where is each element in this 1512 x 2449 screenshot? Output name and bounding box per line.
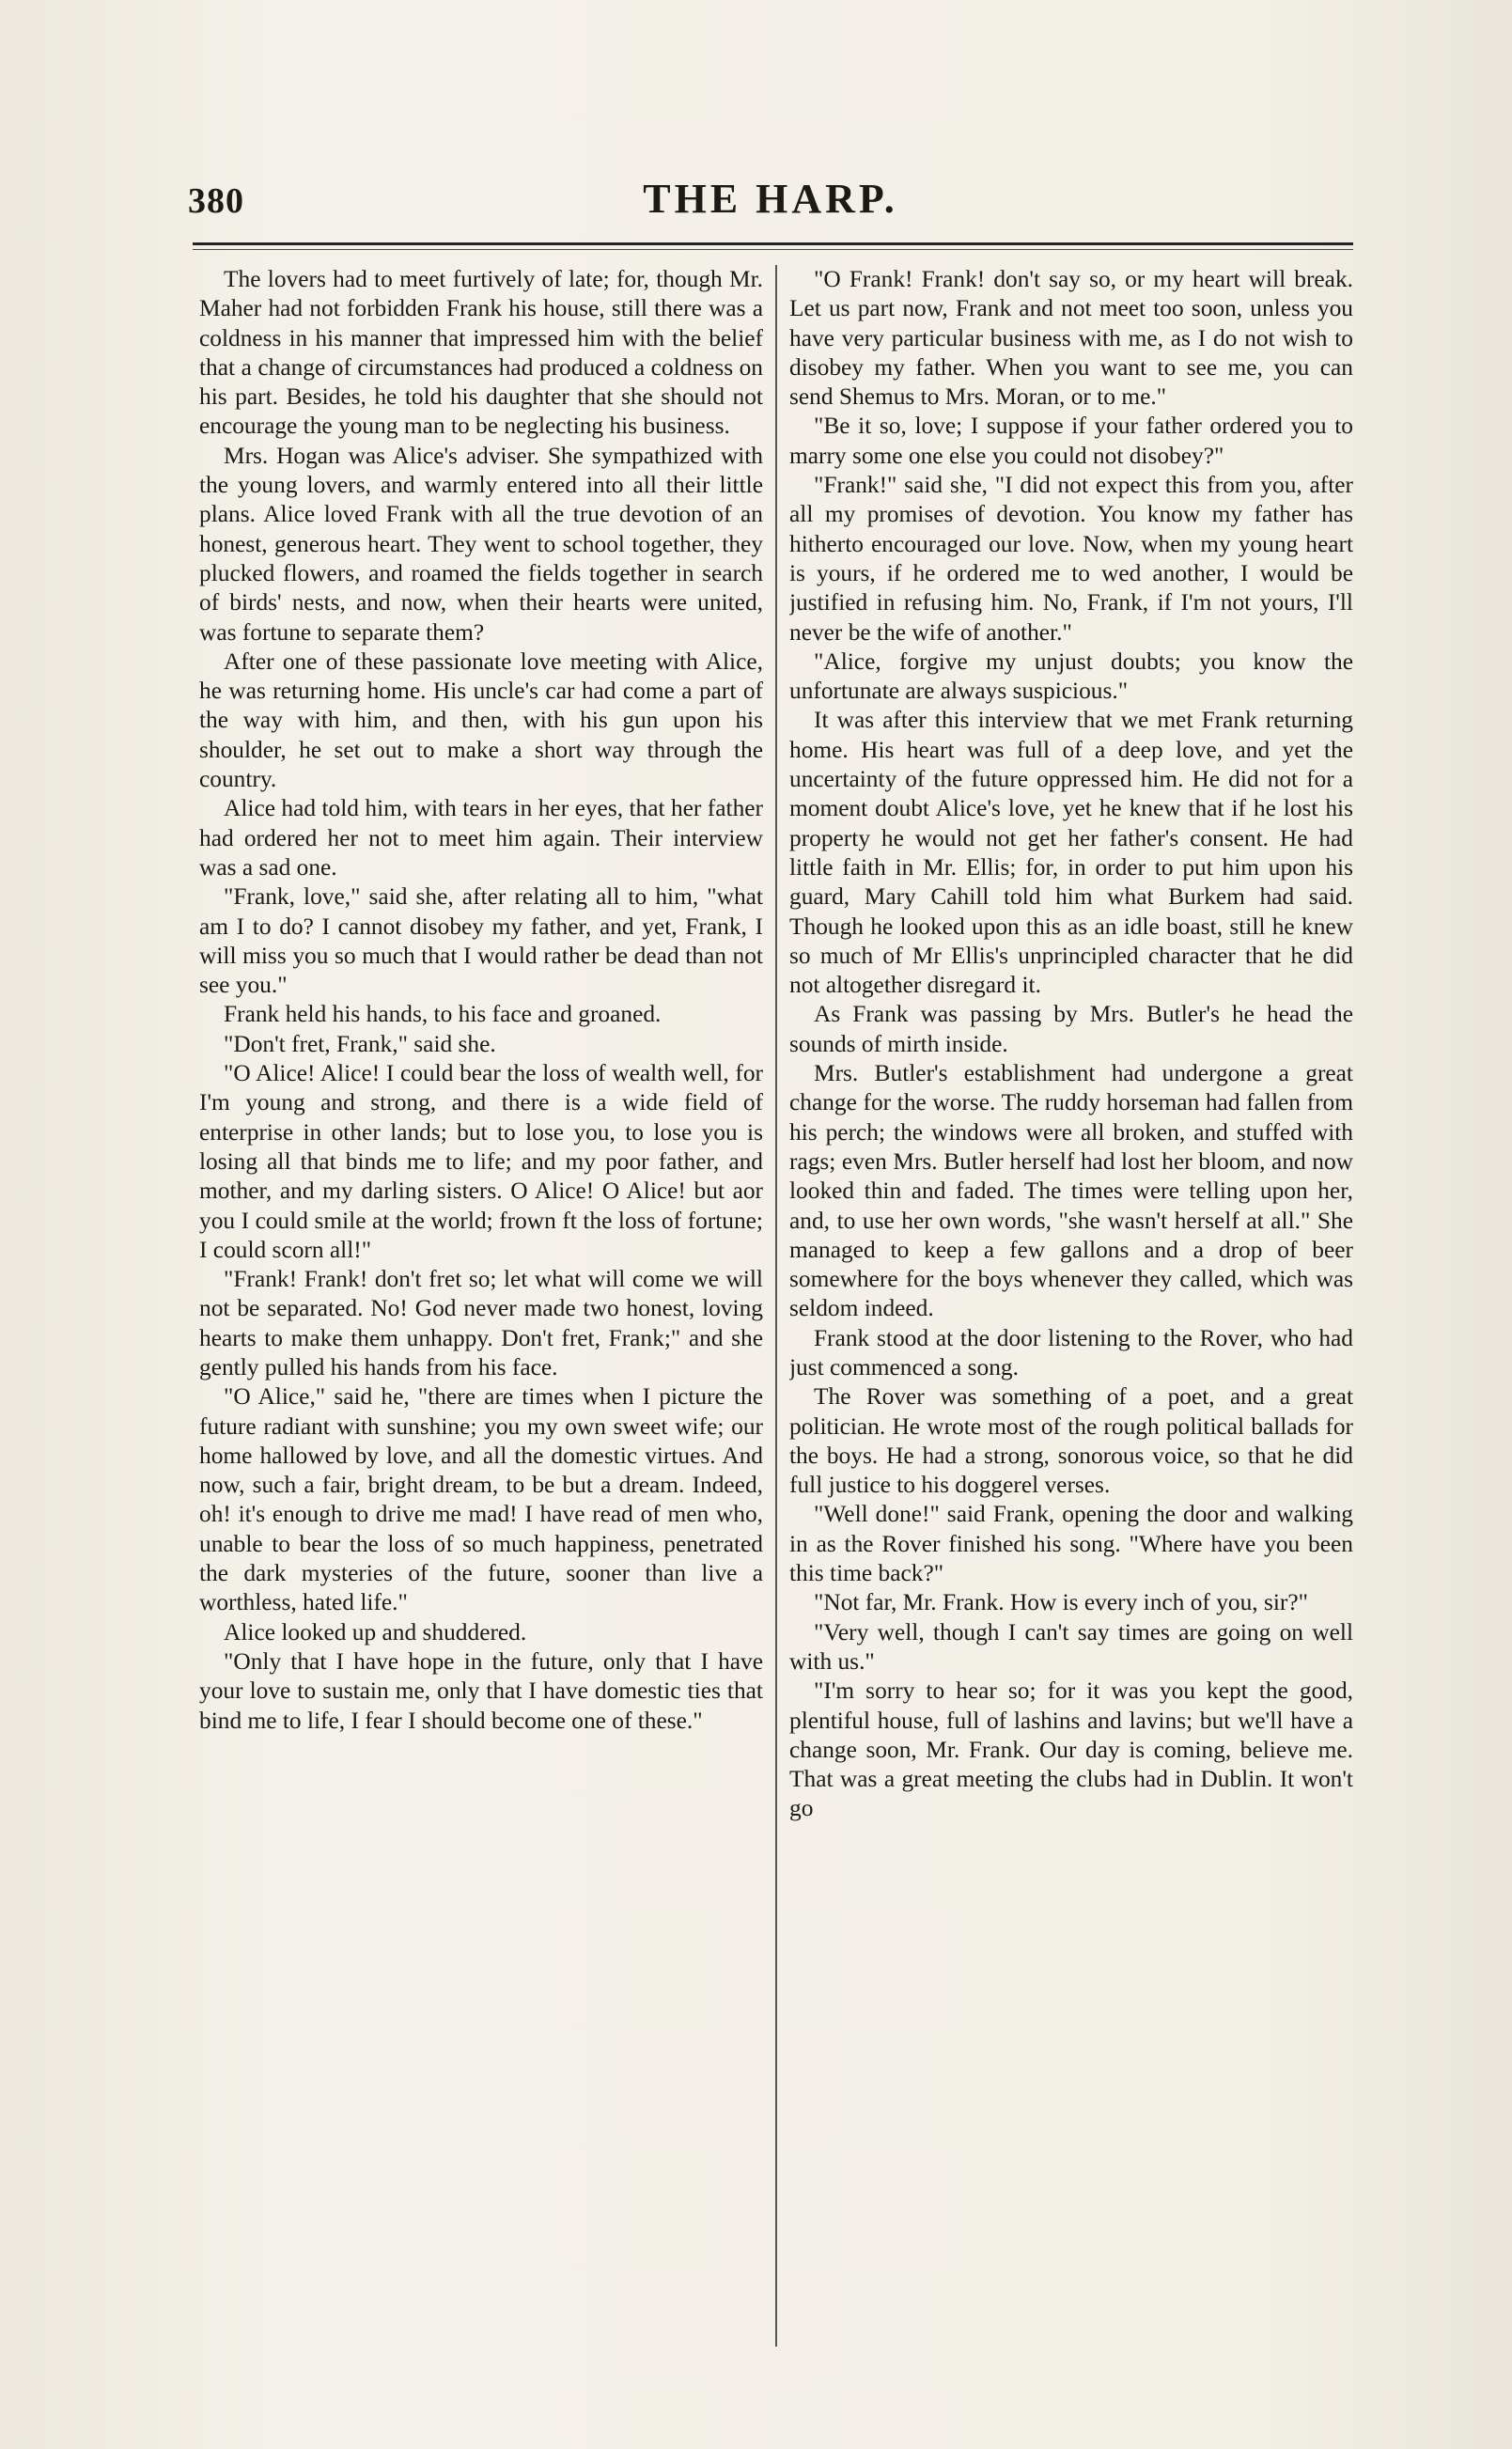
paragraph: "Be it so, love; I suppose if your father ordered you to marry some one else you could not disobey?"	[789, 413, 1353, 469]
paragraph: Frank held his hands, to his face and groaned.	[224, 1001, 662, 1028]
column-divider	[775, 265, 777, 2347]
paragraph: As Frank was passing by Mrs. Butler's he head the sounds of mirth inside.	[789, 1001, 1353, 1057]
paragraph: "I'm sorry to hear so; for it was you kept the good, plentiful house, full of lashins and lavins; but we'll have a change soon, Mr. Frank. Our day is coming, believe me. That was a great meeting the clubs had in Dublin. It won't go	[789, 1677, 1353, 1822]
paragraph: "Very well, though I can't say times are going on well with us."	[789, 1618, 1353, 1675]
left-column	[199, 265, 763, 2347]
paragraph: "Only that I have hope in the future, only that I have your love to sustain me, only that I have domestic ties that bind me to life, I fear I should become one of these."	[199, 1647, 763, 1734]
right-column	[789, 265, 1353, 2347]
paragraph: Mrs. Butler's establishment had undergone a great change for the worse. The ruddy horseman had fallen from his perch; the windows were all broken, and stuffed with rags; even Mrs. Butler herself had lost her bloom, and now looked thin and faded. The times were telling upon her, and, to use her own words, "she wasn't herself at all." She managed to keep a few gallons and a drop of beer somewhere for the boys whenever they called, which was seldom indeed.	[789, 1060, 1353, 1322]
paragraph: Alice had told him, with tears in her eyes, that her father had ordered her not to meet him again. Their interview was a sad one.	[199, 795, 763, 881]
page-number: 380	[188, 181, 244, 221]
paragraph: "Frank!" said she, "I did not expect this from you, after all my promises of devotion. You know my father has hitherto encouraged our love. Now, when my young heart is yours, if he ordered me to wed another, I would be justified in refusing him. No, Frank, if I'm not yours, I'll never be the wife of another."	[789, 472, 1353, 646]
paragraph: "O Alice," said he, "there are times when I picture the future radiant with sunshine; you my own sweet wife; our home hallowed by love, and all the domestic virtues. And now, such a fair, bright dream, to be but a dream. Indeed, oh! it's enough to drive me mad! I have read of men who, unable to bear the loss of so much happiness, penetrated the dark mysteries of the future, sooner than live a worthless, hated life."	[199, 1383, 763, 1616]
paragraph: "O Frank! Frank! don't say so, or my heart will break. Let us part now, Frank and not meet too soon, unless you have very particular business with me, as I do not wish to disobey my father. When you want to see me, you can send Shemus to Mrs. Moran, or to me."	[789, 266, 1353, 411]
paragraph: "Frank! Frank! don't fret so; let what will come we will not be separated. No! God never made two honest, loving hearts to make them unhappy. Don't fret, Frank;" and she gently pulled his hands from his face.	[199, 1266, 763, 1380]
paragraph: Mrs. Hogan was Alice's adviser. She sympathized with the young lovers, and warmly entered into all their little plans. Alice loved Frank with all the true devotion of an honest, generous heart. They went to school together, they plucked flowers, and roamed the fields together in search of birds' nests, and now, when their hearts were united, was fortune to separate them?	[199, 442, 763, 646]
paragraph: "Alice, forgive my unjust doubts; you know the unfortunate are always suspicious."	[789, 647, 1353, 705]
running-title: THE HARP.	[643, 176, 898, 222]
paragraph: Frank stood at the door listening to the Rover, who had just commenced a song.	[789, 1324, 1353, 1380]
paragraph: "Not far, Mr. Frank. How is every inch of you, sir?"	[814, 1589, 1309, 1616]
header-rule	[193, 242, 1353, 245]
paragraph: "Don't fret, Frank," said she.	[224, 1030, 496, 1057]
paragraph: The lovers had to meet furtively of late; for, though Mr. Maher had not forbidden Frank his house, still there was a coldness in his manner that impressed him with the belief that a change of circumstances had produced a coldness on his part. Besides, he told his daughter that she should not encourage the young man to be neglecting his business.	[199, 266, 763, 440]
paragraph: It was after this interview that we met Frank returning home. His heart was full of a deep love, and yet the uncertainty of the future oppressed him. He did not for a moment doubt Alice's love, yet he knew that if he lost his property he would not get her father's consent. He had little faith in Mr. Ellis; for, in order to put him upon his guard, Mary Cahill told him what Burkem had said. Though he looked upon this as an idle boast, still he knew so much of Mr Ellis's unprincipled character that he did not altogether disregard it.	[789, 707, 1353, 999]
header-rule-thin	[193, 249, 1353, 250]
paragraph: After one of these passionate love meeting with Alice, he was returning home. His uncle's car had come a part of the way with him, and then, with his gun upon his shoulder, he set out to make a short way through the country.	[199, 647, 763, 793]
paragraph: The Rover was something of a poet, and a great politician. He wrote most of the rough political ballads for the boys. He had a strong, sonorous voice, so that he did full justice to his doggerel verses.	[789, 1383, 1353, 1499]
paragraph: "Well done!" said Frank, opening the door and walking in as the Rover finished his song. "Where have you been this time back?"	[789, 1501, 1353, 1587]
paragraph: "O Alice! Alice! I could bear the loss of wealth well, for I'm young and strong, and there is a wide field of enterprise in other lands; but to lose you, to lose you is losing all that binds me to life; and my poor father, and mother, and my darling sisters. O Alice! O Alice! but aor you I could smile at the world; frown ft the loss of fortune; I could scorn all!"	[199, 1060, 763, 1263]
page-header	[188, 175, 1353, 231]
paragraph: "Frank, love," said she, after relating all to him, "what am I to do? I cannot disobey my father, and yet, Frank, I will miss you so much that I would rather be dead than not see you."	[199, 883, 763, 999]
paragraph: Alice looked up and shuddered.	[224, 1618, 527, 1646]
